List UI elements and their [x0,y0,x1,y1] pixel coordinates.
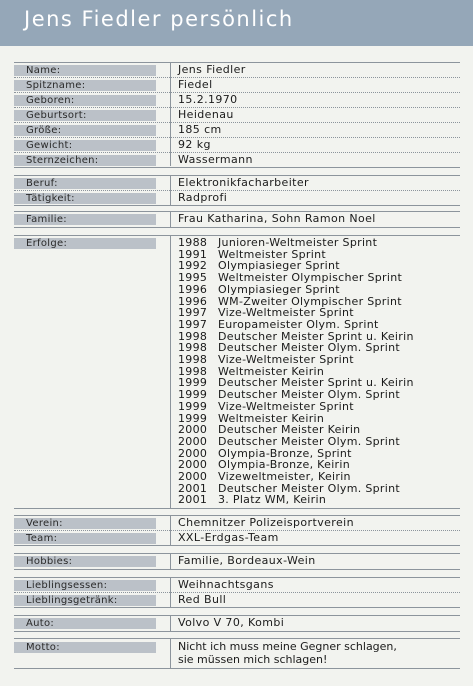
value-gewicht: 92 kg [178,138,211,151]
rule [14,137,460,138]
erfolg-year: 2000 [178,423,208,437]
label-beruf: Beruf: [14,178,156,189]
erfolg-text: Vize-Weltmeister Sprint [218,306,354,320]
erfolg-text: Vize-Weltmeister Sprint [218,353,354,366]
rule [14,592,460,593]
erfolg-year: 2000 [178,470,208,483]
divider-erfolge [170,235,171,508]
rule [14,190,460,191]
label-taetigkeit: Tätigkeit: [14,193,156,204]
divider-auto [170,615,171,631]
header-bar [0,0,473,46]
value-spitzname: Fiedel [178,78,213,91]
erfolg-year: 2000 [178,446,208,460]
value-groesse: 185 cm [178,123,222,136]
erfolg-year: 1998 [178,329,208,343]
label-verein: Verein: [14,518,156,529]
label-groesse: Größe: [14,125,156,136]
erfolg-year: 1997 [178,317,208,331]
rule-bottom-family [14,227,460,228]
erfolg-text: Junioren-Weltmeister Sprint [218,236,378,249]
page-title: Jens Fiedler persönlich [24,7,294,31]
value-motto [178,641,397,666]
label-auto: Auto: [14,618,156,629]
value-hobbies: Familie, Bordeaux-Wein [178,554,316,567]
rule-top-motto [14,638,460,639]
rule [14,107,460,108]
erfolg-text: Deutscher Meister Olym. Sprint [218,388,400,402]
label-familie: Familie: [14,214,156,225]
value-auto: Volvo V 70, Kombi [178,616,285,629]
motto-line: Nicht ich muss meine Gegner schlagen, [178,640,397,653]
erfolg-year: 2000 [178,458,208,472]
rule [14,122,460,123]
value-lieblingsessen: Weihnachtsgans [178,578,274,591]
label-motto: Motto: [14,642,156,653]
value-team: XXL-Erdgas-Team [178,531,279,544]
value-verein: Chemnitzer Polizeisportverein [178,516,354,529]
erfolg-year: 1996 [178,282,208,296]
erfolg-text: Deutscher Meister Olym. Sprint [218,341,400,355]
label-lieblingsessen: Lieblingsessen: [14,580,156,591]
erfolg-year: 1995 [178,271,208,285]
rule-bottom-hobbies [14,569,460,570]
label-hobbies: Hobbies: [14,556,156,567]
rule-bottom-job [14,205,460,206]
erfolg-year: 1998 [178,353,208,366]
erfolg-text: Deutscher Meister Keirin [218,423,361,437]
erfolg-year: 1991 [178,247,208,261]
divider-motto [170,638,171,668]
rule [14,77,460,78]
erfolg-text: Weltmeister Sprint [218,247,326,261]
erfolg-text: Europameister Olym. Sprint [218,317,379,331]
erfolg-year: 1999 [178,376,208,390]
label-gewicht: Gewicht: [14,140,156,151]
erfolg-year: 1999 [178,411,208,425]
erfolg-year: 2001 [178,481,208,495]
value-familie: Frau Katharina, Sohn Ramon Noel [178,212,376,225]
label-erfolge: Erfolge: [14,238,156,249]
rule-bottom-erfolge [14,508,460,509]
erfolg-year: 1999 [178,388,208,402]
erfolg-year: 1996 [178,294,208,308]
value-lieblingsgetraenk: Red Bull [178,593,227,606]
label-name: Name: [14,65,156,76]
value-name: Jens Fiedler [178,63,246,76]
value-sternzeichen: Wassermann [178,153,253,166]
erfolg-text: 3. Platz WM, Keirin [218,493,327,507]
erfolg-text: Weltmeister Olympischer Sprint [218,271,403,285]
erfolg-text: Deutscher Meister Olym. Sprint [218,481,400,495]
label-sternzeichen: Sternzeichen: [14,155,156,166]
erfolg-text: Olympia-Bronze, Keirin [218,458,350,472]
erfolg-text: Deutscher Meister Olym. Sprint [218,434,400,448]
erfolg-year: 1998 [178,341,208,355]
erfolg-text: Olympiasieger Sprint [218,282,340,296]
erfolg-year: 1998 [178,364,208,378]
rule-bottom-favorites [14,607,460,608]
erfolg-text: Vizeweltmeister, Keirin [218,470,351,483]
value-geboren: 15.2.1970 [178,93,238,106]
erfolg-text: Vize-Weltmeister Sprint [218,399,354,413]
rule-bottom-auto [14,631,460,632]
rule-bottom-personal [14,167,460,168]
label-geburtsort: Geburtsort: [14,110,156,121]
motto-line: sie müssen mich schlagen! [178,652,328,666]
erfolg-year: 2001 [178,493,208,507]
erfolg-text: Olympia-Bronze, Sprint [218,446,352,460]
erfolg-text: Weltmeister Keirin [218,411,325,425]
label-spitzname: Spitzname: [14,80,156,91]
rule-bottom-motto [14,668,460,669]
divider-family [170,211,171,227]
erfolg-text: Deutscher Meister Sprint u. Keirin [218,376,414,390]
value-taetigkeit: Radprofi [178,191,228,204]
erfolg-text: Deutscher Meister Sprint u. Keirin [218,329,414,343]
value-geburtsort: Heidenau [178,108,234,121]
erfolg-year: 1999 [178,399,208,413]
label-lieblingsgetraenk: Lieblingsgetränk: [14,595,156,606]
erfolg-item [178,494,326,506]
erfolg-year: 2000 [178,434,208,448]
label-team: Team: [14,533,156,544]
erfolg-text: WM-Zweiter Olympischer Sprint [218,294,402,308]
label-geboren: Geboren: [14,95,156,106]
value-beruf: Elektronikfacharbeiter [178,176,309,189]
rule-bottom-club [14,545,460,546]
erfolg-text: Weltmeister Keirin [218,364,325,378]
erfolg-year: 1997 [178,306,208,320]
erfolg-year: 1988 [178,236,208,249]
erfolg-text: Olympiasieger Sprint [218,259,340,273]
divider-hobbies [170,553,171,569]
erfolg-year: 1992 [178,259,208,273]
